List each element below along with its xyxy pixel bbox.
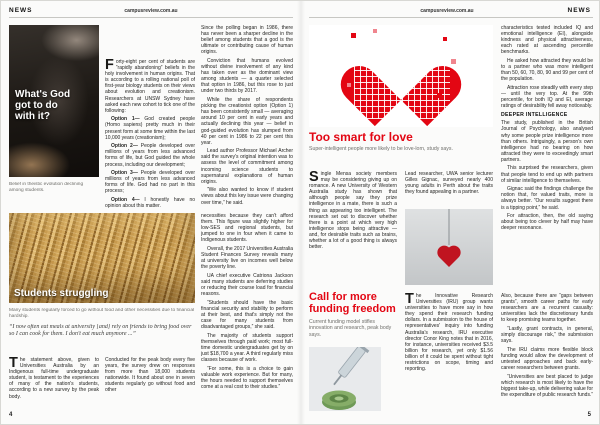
students-article-column-a <box>9 357 99 410</box>
pixel-heart-graphic <box>309 25 493 127</box>
body-paragraph: “Students should have the basic financial security and stability to perform at their best, and that's simply not the case for many students from disadvantaged groups,” she said. <box>201 299 293 331</box>
scatter-pixel <box>373 29 377 33</box>
section-label-right: NEWS <box>567 7 591 14</box>
god-article-column-3 <box>201 25 293 209</box>
site-url-left: campusreview.com.au <box>124 7 178 14</box>
scatter-pixel <box>443 37 447 41</box>
body-paragraph: This surprised the researchers, given that people tend to end up with partners of similar intelligence to themselves. <box>501 165 593 184</box>
body-paragraph: While the share of respondents picking the creationist option (Option 1) has been consistently small — averaging around 10 per cent in early years and actually declining this year — belief in god-guided evolution has slumped from 40 per cent in 1986 to 22 per cent this year. <box>201 97 293 146</box>
god-article-caption: Belief in theistic evolution declining among students. <box>9 182 84 193</box>
scatter-pixel <box>347 83 351 87</box>
body-paragraph: “Universities are best placed to judge which research is most likely to have the biggest take-up, while delivering value for the expenditure of public research funds.” <box>501 373 593 398</box>
poll-option-2: Option 2— People developed over millions of years from less advanced forms of life, but God guided the whole process, including our development; <box>105 143 195 168</box>
page-number-right: 5 <box>587 412 591 418</box>
students-article-title: Students struggling <box>14 288 109 299</box>
funding-article-standfirst: Current funding model stifles innovation and research, peak body says. <box>309 319 392 338</box>
body-paragraph: The Innovative Research Universities (IRU) group wants universities to have more say in how they spend their research funding dollars. In a submission to the house of representatives' inquiry into funding Australia's research, IRU executive director Conor King notes that in 2016, for instance, universities received $3.5 billion for research, yet only $1.56 billion of it could be spent without tight restrictions on scope, timing and reporting. <box>405 293 493 373</box>
body-paragraph: Since the polling began in 1986, there has never been a sharper decline in the belief among students that a god is the ultimate or contributing cause of human origins. <box>201 25 293 56</box>
scatter-pixel <box>351 33 356 38</box>
funding-article-title: Call for more funding freedom <box>309 291 396 315</box>
love-article-title: Too smart for love <box>309 130 413 144</box>
body-paragraph: The majority of students support themselves through paid work; most full-time domestic undergraduates get by on just $18,700 a year. A third regularly miss classes because of work. <box>201 332 293 364</box>
site-url-right: campusreview.com.au <box>420 7 474 14</box>
scatter-pixel <box>437 93 442 98</box>
students-article-column-b <box>105 357 195 410</box>
body-paragraph: Gignac said the findings challenge the notion that, for valued traits, more is always better. “Our results suggest there is a tipping point,” he said. <box>501 186 593 211</box>
love-article-standfirst: Super-intelligent people more likely to be love-lorn, study says. <box>309 146 453 152</box>
section-label-left: NEWS <box>9 7 33 14</box>
prayer-hands-photo <box>9 25 99 177</box>
god-article-title: What's God got to do with it? <box>15 89 71 122</box>
body-paragraph: Attraction rose steadily with every step — until the very top. At the 99th percentile, for both IQ and EI, average ratings of desirability fell away noticeably. <box>501 84 593 110</box>
body-paragraph: Forty-eight per cent of students are “rapidly abandoning” beliefs in the holy involvement in human origins. That is according to a rolling national poll of first-year biology students on their views about evolution and creationism. Researchers at UNSW Sydney have asked each new cohort to tick one of the following: <box>105 59 195 114</box>
syringe-money-photo <box>309 347 381 411</box>
love-article-column-a <box>309 171 397 285</box>
body-paragraph: “For some, this is a choice to gain valuable work experience. But for many, the hours needed to support themselves come at a real cost to their studies.” <box>201 365 293 390</box>
poll-option-1: Option 1— God created people (Homo sapiens) pretty much in their present form at some time within the last 10,000 years (creationism); <box>105 116 195 141</box>
header-rule-right <box>309 17 593 18</box>
white-heart-cutout <box>378 51 388 60</box>
body-paragraph: Conviction that humans evolved without divine involvement of any kind has taken over as the dominant view among students — a quarter selected that option in 1986, but this rose to just under two thirds by 2017. <box>201 57 293 95</box>
love-article-column-b <box>405 171 493 206</box>
love-article-subhead: DEEPER INTELLIGENCE <box>501 112 568 119</box>
students-article-column-c <box>201 213 293 410</box>
body-paragraph: characteristics tested included IQ and emotional intelligence (EI), alongside kindness and physical attractiveness, each rated at ascending percentile benchmarks. <box>501 25 593 56</box>
body-paragraph: The statement above, given to Universities Australia by an Indigenous full-time undergraduate student, is testament to the experiences of many of the nation's students, according to a new survey by the peak body. <box>9 357 99 400</box>
mealworms-photo <box>9 213 195 303</box>
page-gutter-shadow <box>297 1 305 425</box>
love-article-column-c <box>501 25 593 285</box>
drop-cap: S <box>309 171 319 185</box>
body-paragraph: necessities because they can't afford them. This figure was slightly higher for low-SES and regional students, but jumped to one in four when it came to Indigenous students. <box>201 213 293 244</box>
drop-cap: F <box>105 59 114 73</box>
god-article-column-2 <box>105 59 195 209</box>
heart-on-string-photo <box>405 209 493 285</box>
students-article-caption: Many students regularly forced to go without food and other necessities due to financial hardship. <box>9 308 195 319</box>
body-paragraph: Also, because there are “gaps between grants”, smooth career paths for early researchers are a recurrent casualty: universities lack the discretionary funds to keep promising teams together. <box>501 293 593 324</box>
scatter-pixel <box>451 59 456 64</box>
drop-cap: T <box>405 293 414 307</box>
header-rule-left <box>9 17 293 18</box>
body-paragraph: He asked how attracted they would be to a partner who was more intelligent than 50, 60, 70, 80, 90 and 99 per cent of the population. <box>501 57 593 83</box>
drop-cap: T <box>9 357 18 371</box>
student-quote: “I now often eat meals at university [and] rely on friends to bring food over so I can cook for them. I don't eat much anymore ...” <box>9 324 192 338</box>
body-paragraph: “We also wanted to know if student views about this key issue were changing over time,” he said. <box>201 187 293 206</box>
funding-article-column-b <box>501 293 593 411</box>
body-paragraph: The IRU claims more flexible block funding would allow the development of untested approaches and back early-career researchers between grants. <box>501 346 593 372</box>
funding-article-column-a <box>405 293 493 411</box>
body-paragraph: UA chief executive Catriona Jackson said many students are deferring studies or reducing their course load for financial reasons. <box>201 272 293 298</box>
poll-option-3: Option 3— People developed over millions of years from less advanced forms of life. God had no part in this process; <box>105 170 195 195</box>
body-paragraph: For attraction, then, the old saying about being too clever by half may have deeper resonance. <box>501 213 593 232</box>
body-paragraph: Conducted for the peak body every five years, the survey drew on responses from more than 18,000 students nationwide. It found about one in seven students regularly go without food and other <box>105 357 195 394</box>
pixel-grid-overlay <box>354 33 450 119</box>
body-paragraph: The study, published in the British Journal of Psychology, also analysed why some people prize intelligence more than others. Intriguingly, a person's own intelligence had no bearing on how attracted they were to exceedingly smart partners. <box>501 120 593 163</box>
body-paragraph: Single Mensa society members may be considering giving up on romance. A new University of Western Australia study has shown that although people say they prize intelligence in a mate, there is such a thing as appearing too intelligent. The research set out to discover whether there is a point at which very high intelligence stops being attractive — and, for desirable traits such as brains, whether a lot of a good thing is always better. <box>309 171 397 251</box>
body-paragraph: Lead author Professor Michael Archer said the survey's original intention was to assess the level of commitment among incoming science students to supernatural explanations of human origins. <box>201 148 293 185</box>
body-paragraph: Overall, the 2017 Universities Australia Student Finances Survey reveals many at university live on incomes well below the poverty line. <box>201 245 293 271</box>
body-paragraph: Lead researcher, UWA senior lecturer Gilles Gignac, surveyed nearly 400 young adults in Perth about the traits they found appealing in a partner. <box>405 171 493 196</box>
body-paragraph: “Lastly, grant contracts, in general, simply discourage risk,” the submission says. <box>501 325 593 345</box>
poll-option-4: Option 4— I honestly have no opinion about this matter. <box>105 196 195 209</box>
page-number-left: 4 <box>9 412 13 418</box>
